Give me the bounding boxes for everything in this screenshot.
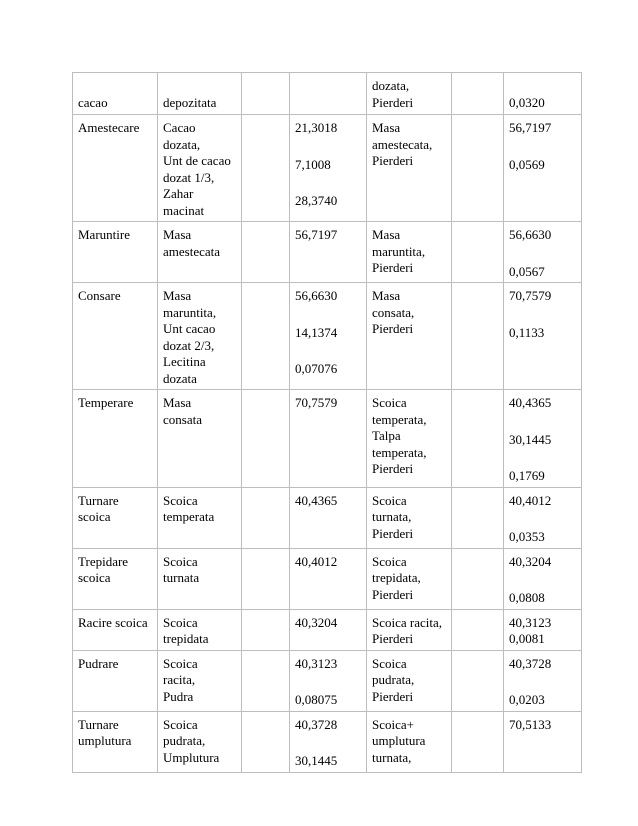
output-qty-cell: 56,7197 0,0569 [504, 115, 582, 222]
input-qty-cell: 40,3123 0,08075 [290, 650, 367, 711]
output-cell: dozata, Pierderi [367, 73, 452, 115]
operation-cell: Pudrare [73, 650, 158, 711]
input-qty-cell: 40,3728 30,1445 [290, 711, 367, 772]
empty-cell [452, 390, 504, 488]
input-qty-cell: 40,4365 [290, 487, 367, 548]
input-qty-cell: 56,6630 14,1374 0,07076 [290, 283, 367, 390]
output-qty-cell: 40,3728 0,0203 [504, 650, 582, 711]
table-row [73, 609, 582, 650]
output-cell: Scoica turnata, Pierderi [367, 487, 452, 548]
input-cell: Scoica temperata [158, 487, 242, 548]
operation-cell: Racire scoica [73, 609, 158, 650]
empty-cell [452, 73, 504, 115]
empty-cell [452, 487, 504, 548]
empty-cell [242, 548, 290, 609]
output-qty-cell: 70,5133 [504, 711, 582, 772]
output-qty-cell: 56,6630 0,0567 [504, 222, 582, 283]
input-qty-cell: 56,7197 [290, 222, 367, 283]
table-row [73, 222, 582, 283]
empty-cell [452, 283, 504, 390]
table-row [73, 115, 582, 222]
input-qty-cell: 40,4012 [290, 548, 367, 609]
input-cell: Scoica racita, Pudra [158, 650, 242, 711]
empty-cell [242, 711, 290, 772]
table-row [73, 487, 582, 548]
input-cell: Masa consata [158, 390, 242, 488]
empty-cell [242, 283, 290, 390]
table-row [73, 390, 582, 488]
table-row [73, 548, 582, 609]
output-qty-cell: 0,0320 [504, 73, 582, 115]
input-qty-cell: 70,7579 [290, 390, 367, 488]
output-qty-cell: 40,4365 30,1445 0,1769 [504, 390, 582, 488]
empty-cell [242, 609, 290, 650]
empty-cell [242, 73, 290, 115]
empty-cell [242, 487, 290, 548]
operation-cell: Consare [73, 283, 158, 390]
output-qty-cell: 70,7579 0,1133 [504, 283, 582, 390]
output-cell: Masa amestecata, Pierderi [367, 115, 452, 222]
input-cell: depozitata [158, 73, 242, 115]
empty-cell [452, 711, 504, 772]
operation-cell: Maruntire [73, 222, 158, 283]
output-cell: Scoica pudrata, Pierderi [367, 650, 452, 711]
output-cell: Scoica racita, Pierderi [367, 609, 452, 650]
operation-cell: Trepidare scoica [73, 548, 158, 609]
input-qty-cell [290, 73, 367, 115]
operation-cell: Amestecare [73, 115, 158, 222]
output-cell: Scoica trepidata, Pierderi [367, 548, 452, 609]
output-qty-cell: 40,3204 0,0808 [504, 548, 582, 609]
output-cell: Masa maruntita, Pierderi [367, 222, 452, 283]
input-qty-cell: 21,3018 7,1008 28,3740 [290, 115, 367, 222]
input-cell: Scoica turnata [158, 548, 242, 609]
operation-cell: cacao [73, 73, 158, 115]
empty-cell [452, 609, 504, 650]
table-row [73, 283, 582, 390]
input-cell: Cacao dozata, Unt de cacao dozat 1/3, Zahar macinat [158, 115, 242, 222]
empty-cell [242, 222, 290, 283]
output-qty-cell: 40,4012 0,0353 [504, 487, 582, 548]
input-qty-cell: 40,3204 [290, 609, 367, 650]
input-cell: Masa maruntita, Unt cacao dozat 2/3, Lecitina dozata [158, 283, 242, 390]
empty-cell [452, 650, 504, 711]
input-cell: Masa amestecata [158, 222, 242, 283]
operation-cell: Temperare [73, 390, 158, 488]
operation-cell: Turnare umplutura [73, 711, 158, 772]
empty-cell [242, 115, 290, 222]
empty-cell [452, 222, 504, 283]
output-qty-cell: 40,3123 0,0081 [504, 609, 582, 650]
empty-cell [242, 390, 290, 488]
input-cell: Scoica trepidata [158, 609, 242, 650]
empty-cell [242, 650, 290, 711]
operation-cell: Turnare scoica [73, 487, 158, 548]
empty-cell [452, 115, 504, 222]
output-cell: Scoica+ umplutura turnata, [367, 711, 452, 772]
process-table [72, 72, 582, 773]
table-row [73, 711, 582, 772]
output-cell: Scoica temperata, Talpa temperata, Pierderi [367, 390, 452, 488]
input-cell: Scoica pudrata, Umplutura [158, 711, 242, 772]
table-row [73, 650, 582, 711]
output-cell: Masa consata, Pierderi [367, 283, 452, 390]
empty-cell [452, 548, 504, 609]
table-row [73, 73, 582, 115]
